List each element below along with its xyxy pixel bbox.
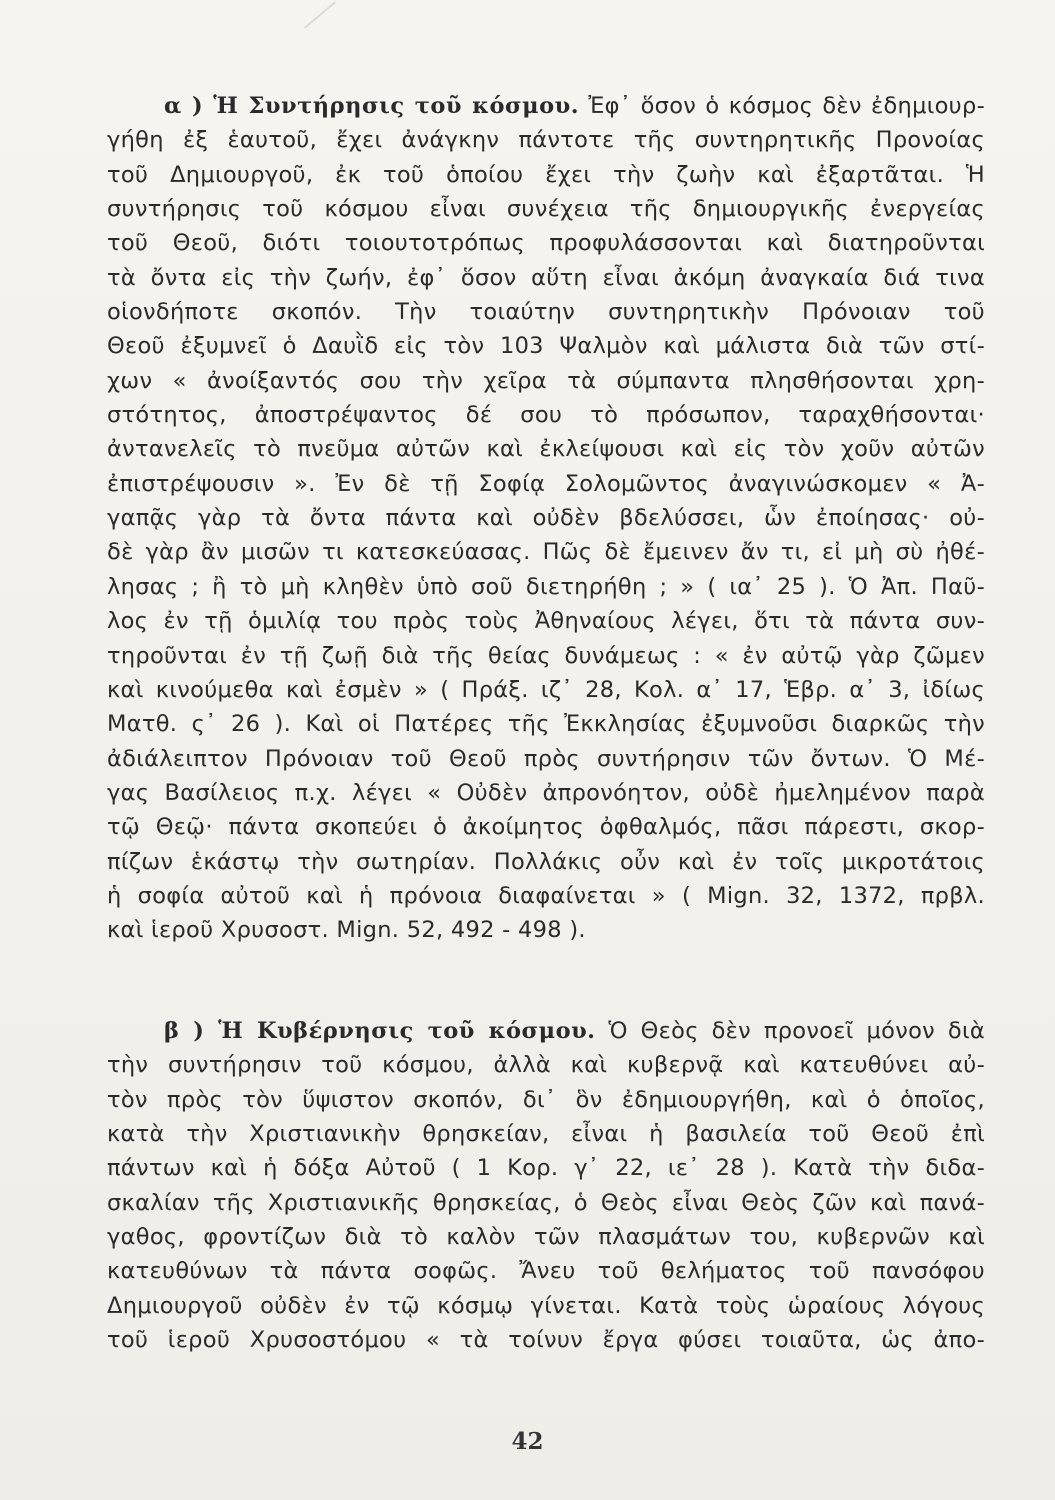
page-number: 42 [511,1428,544,1455]
text-line: πίζων ἑκάστῳ τὴν σωτηρίαν. Πολλάκις οὖν καὶ ἐν τοῖς μικροτάτοις [107,848,985,875]
text-line: συντήρησις τοῦ κόσμου εἶναι συνέχεια τῆς δημιουργικῆς ἐνεργείας [107,196,985,223]
text-line: γας Βασίλειος π.χ. λέγει « Οὐδὲν ἀπρονόητον, οὐδὲ ἠμελημένον παρὰ [107,779,985,806]
text-line: γήθη ἐξ ἑαυτοῦ, ἔχει ἀνάγκην πάντοτε τῆς συντηρητικῆς Προνοίας [107,127,985,154]
section-a-first-line [107,89,985,123]
section-b-first-line [107,1014,985,1048]
text-line: τηροῦνται ἐν τῇ ζωῇ διὰ τῆς θείας δυνάμεως : « ἐν αὐτῷ γὰρ ζῶμεν [107,642,985,669]
text-line: σκαλίαν τῆς Χριστιανικῆς θρησκείας, ὁ Θεὸς εἶναι Θεὸς ζῶν καὶ πανά- [107,1189,985,1216]
text-line: τοῦ Θεοῦ, διότι τοιουτοτρόπως προφυλάσσονται καὶ διατηροῦνται [107,230,985,257]
text-line: τοῦ ἱεροῦ Χρυσοστόμου « τὰ τοίνυν ἔργα φύσει τοιαῦτα, ὡς ἀπο- [107,1327,985,1354]
text-line: Δημιουργοῦ οὐδὲν ἐν τῷ κόσμῳ γίνεται. Κατὰ τοὺς ὡραίους λόγους [107,1292,985,1319]
text-line: τὰ ὄντα εἰς τὴν ζωήν, ἐφ᾽ ὅσον αὕτη εἶναι ἀκόμη ἀναγκαία διά τινα [107,264,985,291]
text-line: Ὁ Θεὸς δὲν προνοεῖ μόνον διὰ [595,1018,985,1044]
text-line: γαπᾷς γὰρ τὰ ὄντα πάντα καὶ οὐδὲν βδελύσσει, ὧν ἐποίησας· οὐ- [107,505,985,532]
text-line: ἀντανελεῖς τὸ πνεῦμα αὐτῶν καὶ ἐκλείψουσι καὶ εἰς τὸν χοῦν αὐτῶν [107,436,985,463]
text-line: δὲ γὰρ ἂν μισῶν τι κατεσκεύασας. Πῶς δὲ ἔμεινεν ἄν τι, εἰ μὴ σὺ ἠθέ- [107,539,985,566]
text-line: κατὰ τὴν Χριστιανικὴν θρησκείαν, εἶναι ἡ βασιλεία τοῦ Θεοῦ ἐπὶ [107,1121,985,1148]
text-line: ἐπιστρέψουσιν ». Ἐν δὲ τῇ Σοφίᾳ Σολομῶντος ἀναγινώσκομεν « Ἀ- [107,470,985,497]
text-line: Ἐφ᾽ ὅσον ὁ κόσμος δὲν ἐδημιουρ- [579,93,986,119]
text-line: τοῦ Δημιουργοῦ, ἐκ τοῦ ὁποίου ἔχει τὴν ζωὴν καὶ ἐξαρτᾶται. Ἡ [107,161,985,188]
section-b-paragraph [107,1014,985,1357]
text-line: οἱονδήποτε σκοπόν. Τὴν τοιαύτην συντηρητικὴν Πρόνοιαν τοῦ [107,299,985,326]
section-a-paragraph [107,89,985,948]
text-line: χων « ἀνοίξαντός σου τὴν χεῖρα τὰ σύμπαντα πλησθήσονται χρη- [107,367,985,394]
text-line: λησας ; ἢ τὸ μὴ κληθὲν ὑπὸ σοῦ διετηρήθη ; » ( ια᾽ 25 ). Ὁ Ἀπ. Παῦ- [107,573,985,600]
text-line: καὶ κινούμεθα καὶ ἐσμὲν » ( Πράξ. ιζ᾽ 28, Κολ. α᾽ 17, Ἑβρ. α᾽ 3, ἰδίως [107,676,985,703]
text-line: ἀδιάλειπτον Πρόνοιαν τοῦ Θεοῦ πρὸς συντήρησιν τῶν ὄντων. Ὁ Μέ- [107,745,985,772]
section-b-heading: β ) Ἡ Κυβέρνησις τοῦ κόσμου. [164,1018,596,1044]
text-line: Θεοῦ ἐξυμνεῖ ὁ Δαυῒδ εἰς τὸν 103 Ψαλμὸν καὶ μάλιστα διὰ τῶν στί- [107,333,985,360]
text-line: καὶ ἱεροῦ Χρυσοστ. Mign. 52, 492 - 498 ). [107,917,586,944]
text-line: στότητος, ἀποστρέψαντος δέ σου τὸ πρόσωπον, ταραχθήσονται· [107,402,985,429]
text-line: πάντων καὶ ἡ δόξα Αὐτοῦ ( 1 Κορ. γ᾽ 22, ιε᾽ 28 ). Κατὰ τὴν διδα- [107,1155,985,1182]
text-line: τῷ Θεῷ· πάντα σκοπεύει ὁ ἀκοίμητος ὀφθαλμός, πᾶσι πάρεστι, σκορ- [107,814,985,841]
pencil-mark [304,1,336,28]
text-line: γαθος, φροντίζων διὰ τὸ καλὸν τῶν πλασμάτων του, κυβερνῶν καὶ [107,1224,985,1251]
text-line: Ματθ. ς᾽ 26 ). Καὶ οἱ Πατέρες τῆς Ἐκκλησίας ἐξυμνοῦσι διαρκῶς τὴν [107,711,985,738]
text-line: τὴν συντήρησιν τοῦ κόσμου, ἀλλὰ καὶ κυβερνᾷ καὶ κατευθύνει αὐ- [107,1052,985,1079]
text-line: λος ἐν τῇ ὁμιλίᾳ του πρὸς τοὺς Ἀθηναίους λέγει, ὅτι τὰ πάντα συν- [107,608,985,635]
text-line: τὸν πρὸς τὸν ὕψιστον σκοπόν, δι᾽ ὃν ἐδημιουργήθη, καὶ ὁ ὁποῖος, [107,1086,985,1113]
section-a-heading: α ) Ἡ Συντήρησις τοῦ κόσμου. [164,93,580,119]
text-line: ἡ σοφία αὐτοῦ καὶ ἡ πρόνοια διαφαίνεται » ( Mign. 32, 1372, πρβλ. [107,882,985,909]
text-line: κατευθύνων τὰ πάντα σοφῶς. Ἄνευ τοῦ θελήματος τοῦ πανσόφου [107,1258,985,1285]
